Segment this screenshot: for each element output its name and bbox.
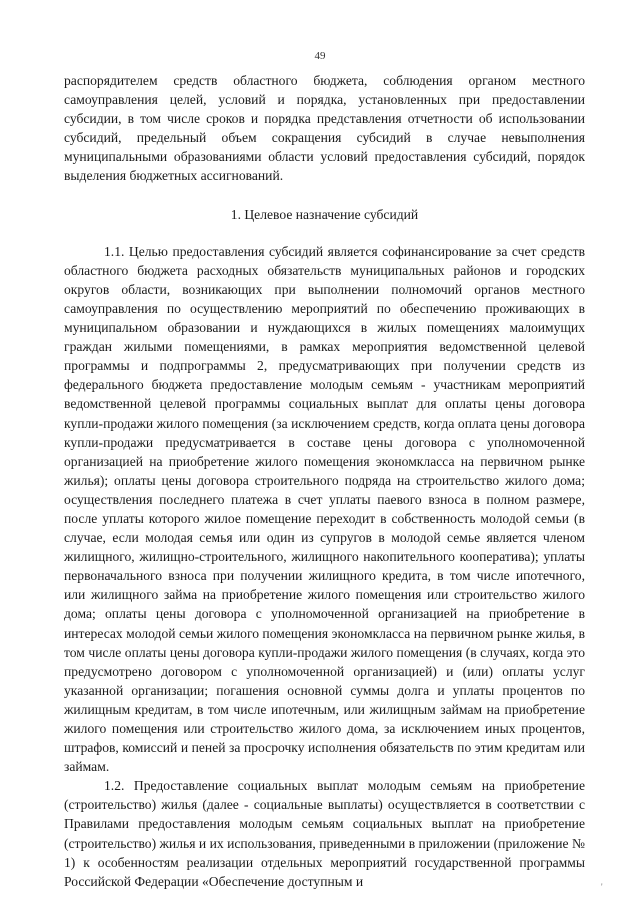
document-body [64,71,585,891]
paragraph-1-1: 1.1. Целью предоставления субсидий является софинансирование за счет средств областного бюджета расходных обязательств муниципальных районов и городских округов области, возникающих при выполнении полномочий органов местного самоуправления по осуществлению мероприятий по обеспечению проживающих в муниципальном образовании и нуждающихся в жилых помещениях малоимущих граждан жилыми помещениями, в рамках мероприятия ведомственной целевой программы и подпрограммы 2, предусматривающих при получении средств из федерального бюджета предоставление молодым семьям - участникам мероприятий ведомственной целевой программы социальных выплат для оплаты цены договора купли-продажи жилого помещения (за исключением средств, когда оплата цены договора купли-продажи предусматривается в составе цены договора с уполномоченной организацией на приобретение жилого помещения экономкласса на первичном рынке жилья); оплаты цены договора строительного подряда на строительство жилого дома; осуществления последнего платежа в счет уплаты паевого взноса в полном размере, после уплаты которого жилое помещение переходит в собственность молодой семьи (в случае, если молодая семья или один из супругов в молодой семье является членом жилищного, жилищно-строительного, жилищного накопительного кооператива); уплаты первоначального взноса при получении жилищного кредита, в том числе ипотечного, или жилищного займа на приобретение жилого помещения или строительство жилого дома; оплаты цены договора с уполномоченной организацией на приобретение в интересах молодой семьи жилого помещения экономкласса на первичном рынке жилья, в том числе оплаты цены договора купли-продажи жилого помещения (в случаях, когда это предусмотрено договором с уполномоченной организацией) и (или) оплаты услуг указанной организации; погашения основной суммы долга и уплаты процентов по жилищным кредитам, в том числе ипотечным, или жилищным займам на приобретение жилого помещения или строительство жилого дома, за исключением иных процентов, штрафов, комиссий и пеней за просрочку исполнения обязательств по этим кредитам или займам. [64,243,585,775]
edge-mark: ' [601,882,603,892]
paragraph-1-2: 1.2. Предоставление социальных выплат молодым семьям на приобретение (строительство) жилья (далее - социальные выплаты) осуществляется в соответствии с Правилами предоставления молодым семьям социальных выплат на приобретение (строительство) жилья и их использования, приведенными в приложении (приложение № 1) к особенностям реализации отдельных мероприятий государственной программы Российской Федерации «Обеспечение доступным и [64,778,585,889]
intro-paragraph: распорядителем средств областного бюджета, соблюдения органом местного самоуправления целей, условий и порядка, установленных при предоставлении субсидии, в том числе сроков и порядка представления отчетности об использовании субсидий, предельный объем сокращения субсидий в случае невыполнения муниципальными образованиями области условий предоставления субсидий, порядок выделения бюджетных ассигнований. [64,73,585,184]
page-number: 49 [314,50,326,62]
section-heading: 1. Целевое назначение субсидий [230,206,419,222]
